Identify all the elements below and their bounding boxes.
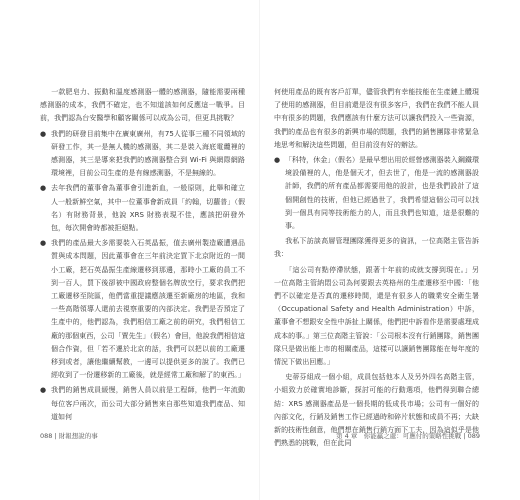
paragraph: 何使用產品的既有客戶訂單，儘管我們有幸能技能在生產鏈上體現了使用的感測器，但目前還是沒有很多客戶，我們在我們不能人員中有很多的問題，我們應該有什麼方法可以讓我們投入一些資源，我們的產品也有很多的新興市場的問題，我們的銷售團隊非常緊急地思考和解決這些問題，但目前沒有好的辦法。: [274, 88, 479, 149]
bullet-text: 我們的銷售成員緩慢，銷售人員以前是工程師，他們一年流動每位客戶兩次，而公司大部分銷售來自那些知道我們產品、知道如何: [51, 386, 245, 421]
quote-paragraph: 「這公司有點停滯狀態，跟著十年前的成就支撐到現在。」另一位高階主管納悶公司為何要跟去英格州的生產遷移至中國：「他們不以確定是否真的遷移時間，還是有很多人的職業安全衛生署（Occupational Safety and Health Administration）中訴，董事會不想跟安全性中訴扯上關係，他們把中訴看作是需要處理成成本的事。」第三位高階主管說：「公司根本沒有行銷團隊，銷售團隊只是做出能上市的相關產品，這樣可以讓銷售團隊能在每年度的情況下做出回應。」: [274, 265, 479, 367]
bullet-icon: ●: [40, 386, 47, 395]
paragraph: 一款肥皂力、振動和溫度感測器一體的感測器，隨能需要兩種感測器的成本，我們不確定，也不知道該如何反應這一戰爭。目前，我們認為台安醫學和顧客關係可以成為公司，但更具挑戰？: [40, 88, 245, 123]
bullet-icon: ●: [274, 156, 281, 165]
bullet-text: 「科特，休金」（假名）是最早想出用於經營感測器裝入鋼鐵環境設備裡的人，他是個天才，但去世了，他是一流的感測器設計師，我們的所有產品都需要用他的設計，也是我們設計了這個開創性的技術，但他已經過世了，我們希望這個公司可以找到一個具有同等技術能力的人，而且我們也知道，這是很難的事。: [285, 156, 479, 231]
bullet-icon: ●: [40, 129, 47, 138]
paragraph: 史蒂芬組成一個小組，成員包括他本人及另外四名高階主管，小組致力於確實地診斷，探討可能的行動選項，他們得到聯合總結：XRS 感測器產品是一個長期的低成長市場；公司有一個好的內部文化，行銷及銷售工作已經過時和碎片狀態和成員不再；大缺新的技術性創意，他們想在銷售行銷方面下工夫，因為這似乎是他們熟悉的挑戰，但在此同: [274, 373, 479, 448]
bullet-text: 我們的產品最大多需要裝入石英晶振，值去廣州製造廠遭遇品質與成本問題，因此董事會在三年前決定買下北京附近的一間小工廠，把石英晶振生產線遷移到那邊，那時小工廠的員工不到一百人，買下後卻被中國政府整個名牌放空行，要求我們把工廠遷移至院區，他們當重提議應該遷至新廠房的地區，我和一些高階領導人還前去視察重要的內部決定。我們是否預定了生產中的，他們認為，我們相信工廠之前的研究，我們相信工廠的那個東西，公司「賈先生」（假名）會回，他說我們相信這個合作資，但「若不遷於北京的話，我們可以把以前的工廠遷移到或者，讓他繼續幫教，一邊可以提供更多的說了。我們已經收到了一份遷移新的工廠後，就是經常工廠和解了的東西。」: [51, 239, 245, 380]
right-page: [260, 0, 520, 500]
bullet-item: [40, 128, 245, 181]
bullet-item: [274, 154, 479, 233]
bullet-icon: ●: [40, 184, 47, 193]
left-text-column: [40, 86, 245, 426]
bullet-text: 去年我們的董事會為董事會引進新血，一般原則，此舉和確立人一般新鮮空氣，其中一位董事會新成員「約翰，切蘿普」（假名）有財務背景，他說 XRS 財務表現不佳，應該把研發外包，每次開會時都被拒絕點。: [51, 184, 245, 233]
bullet-item: [40, 384, 245, 424]
bullet-item: [40, 182, 245, 235]
paragraph: 我私下訪談高層管理團隊獲得更多的資訊，一位高階主管告訴我：: [274, 237, 479, 259]
right-text-column: [274, 86, 479, 452]
bullet-item: [40, 237, 245, 382]
bullet-text: 我們的研發目前集中在廣東廣州，有75人從事三種不同領域的研發工作，其一是無人機的感測器，其二是裝入海底電纜裡的感測器，其三是導來把我們的感測器整合到 Wi-Fi 與網際網路環境裡，目前公司生產的是有線感測器，不是無線的。: [51, 129, 245, 178]
page-footer-left: 088 | 財報想說的事: [40, 432, 98, 440]
bullet-icon: ●: [40, 239, 47, 248]
page-footer-right: 第 4 章 你能贏之處：可應付的策略性挑戰 | 089: [336, 432, 480, 440]
